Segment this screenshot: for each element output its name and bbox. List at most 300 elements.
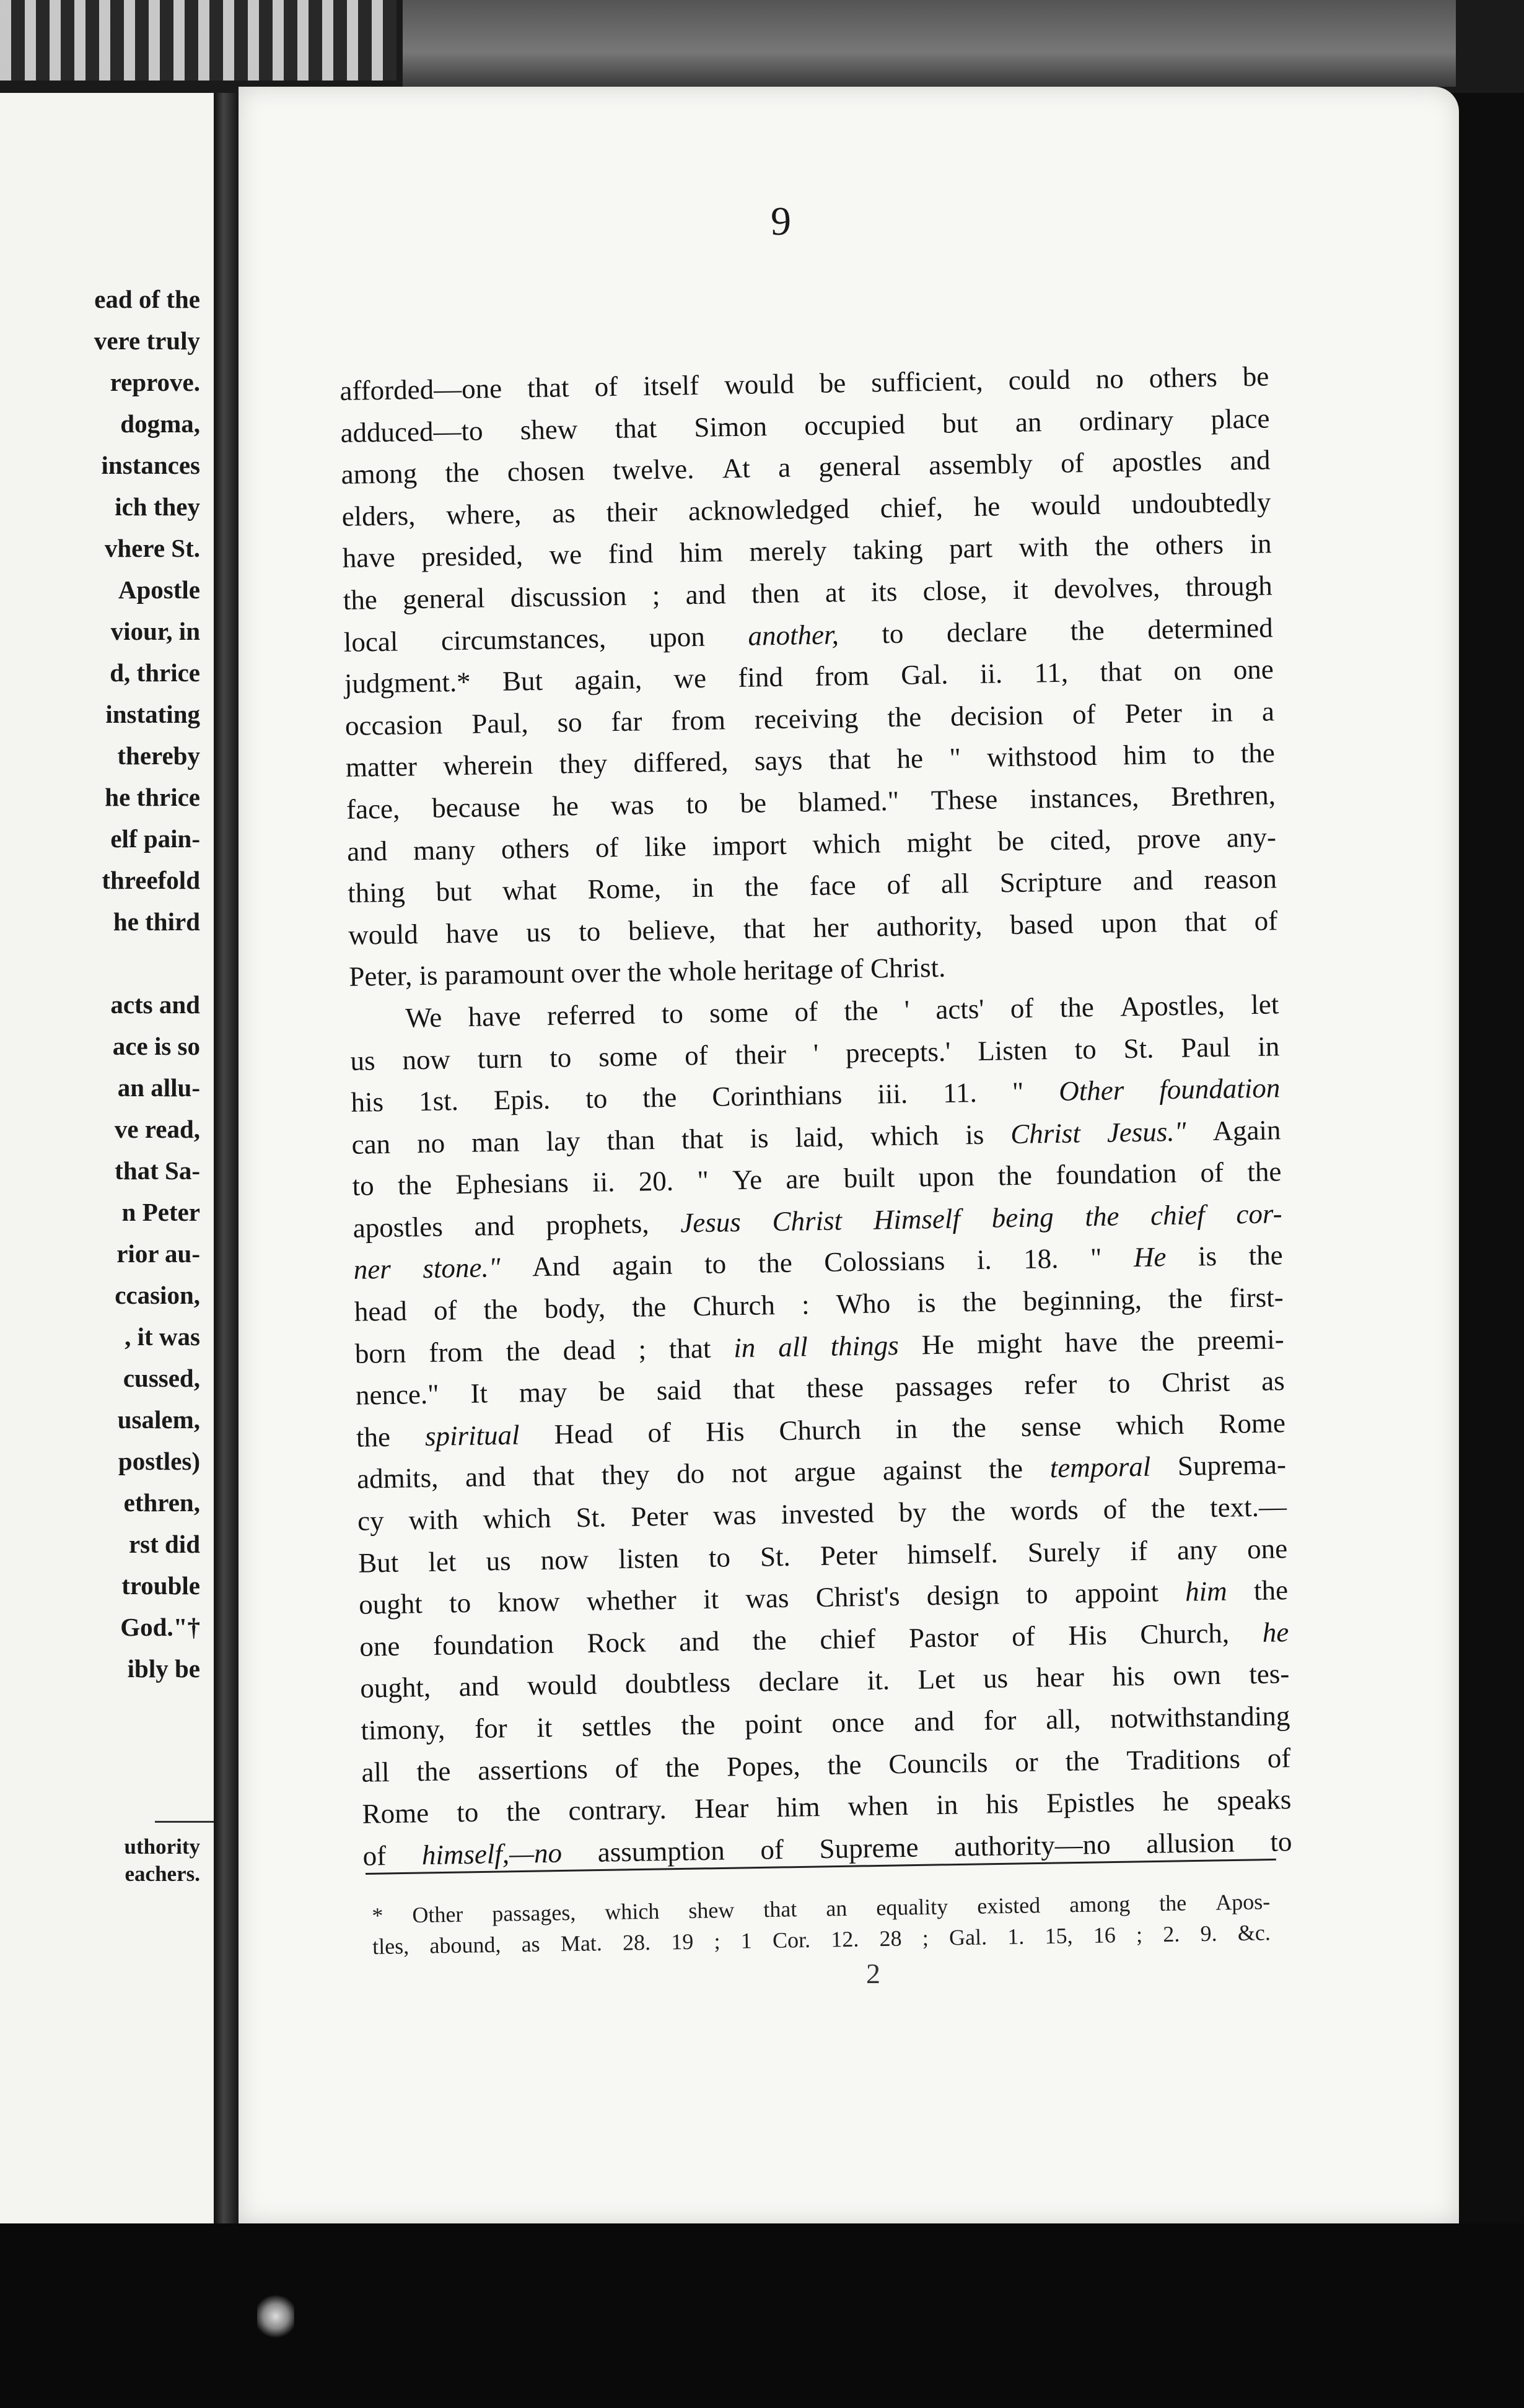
word: that xyxy=(743,912,786,944)
word: determined xyxy=(1147,611,1274,645)
word: their xyxy=(606,495,658,528)
word: Rock xyxy=(587,1626,646,1659)
left-page-line: God."† xyxy=(120,1613,200,1641)
word: thing xyxy=(347,876,406,909)
left-page-line: trouble xyxy=(121,1571,200,1600)
word: refer xyxy=(1024,1368,1077,1401)
word: the xyxy=(752,1624,787,1656)
word: receiving xyxy=(754,702,859,735)
word: passages xyxy=(895,1369,993,1403)
word: whether xyxy=(586,1584,677,1617)
word: listen xyxy=(618,1542,680,1574)
word: occasion xyxy=(344,709,443,741)
word: and xyxy=(1229,444,1271,476)
word: being xyxy=(991,1201,1054,1234)
left-page-line: rior au- xyxy=(116,1239,200,1268)
word: the xyxy=(1248,1239,1283,1272)
left-page-line: n Peter xyxy=(121,1198,200,1226)
word: again, xyxy=(574,663,642,696)
word: authority—no xyxy=(953,1828,1111,1862)
word: of xyxy=(1200,1157,1224,1189)
word: own xyxy=(1172,1659,1222,1691)
word: at xyxy=(825,577,846,608)
scan-header-bar xyxy=(403,0,1456,87)
word: to xyxy=(1193,738,1215,770)
word: His xyxy=(1067,1619,1108,1651)
word: was xyxy=(745,1582,789,1615)
word: might xyxy=(906,826,972,858)
word: Pastor xyxy=(908,1621,979,1654)
word: in xyxy=(1250,528,1272,560)
word: But xyxy=(502,665,543,697)
left-page-line: that Sa- xyxy=(115,1156,200,1185)
word: Supreme xyxy=(819,1831,919,1864)
word: to xyxy=(585,1083,608,1114)
word: " xyxy=(697,1165,709,1197)
word: shew xyxy=(688,1897,735,1923)
word: itself xyxy=(642,369,699,402)
word: to xyxy=(881,617,904,649)
word: 11. xyxy=(942,1077,978,1109)
word: in xyxy=(733,1332,756,1363)
book-gutter xyxy=(214,93,239,2223)
word: and xyxy=(458,1670,500,1703)
word: said xyxy=(656,1374,702,1407)
left-page-line: Apostle xyxy=(118,575,200,604)
word: on xyxy=(1173,655,1202,687)
left-page-line: vhere St. xyxy=(104,534,200,562)
word: us xyxy=(486,1545,511,1577)
word: the xyxy=(887,701,922,733)
word: Christ xyxy=(1010,1117,1081,1149)
word: one xyxy=(1246,1532,1288,1564)
word: Epistles xyxy=(1046,1786,1135,1819)
word: we xyxy=(549,539,582,571)
word: paramount xyxy=(444,958,571,991)
word: the xyxy=(1168,1283,1203,1315)
word: that xyxy=(527,372,569,404)
word: which xyxy=(1115,1408,1185,1441)
word: existed xyxy=(976,1893,1041,1919)
word: to xyxy=(686,788,709,820)
scan-bottom-edge xyxy=(0,2223,1524,2408)
word: blamed." xyxy=(798,785,900,818)
word: ner xyxy=(353,1254,392,1286)
word: believe, xyxy=(628,914,716,946)
word: undoubtedly xyxy=(1131,486,1271,520)
word: laid, xyxy=(795,1121,844,1153)
word: his xyxy=(986,1788,1019,1820)
word: of xyxy=(1011,1620,1035,1652)
word: through xyxy=(1185,570,1273,603)
word: ought xyxy=(358,1588,423,1620)
word: Rome xyxy=(362,1797,429,1830)
word: in xyxy=(1257,1030,1280,1062)
word: apostles xyxy=(1111,445,1202,478)
word: now xyxy=(402,1043,451,1076)
word: the xyxy=(1085,1200,1119,1232)
word: some xyxy=(709,997,769,1029)
word: now xyxy=(540,1543,589,1576)
word: Colossians xyxy=(823,1245,945,1278)
word: the xyxy=(827,1748,862,1781)
word: these xyxy=(806,1372,864,1404)
word: and xyxy=(685,578,727,611)
word: Cor. xyxy=(772,1927,811,1953)
word: ' xyxy=(904,994,910,1026)
word: by xyxy=(898,1496,927,1529)
word: adduced—to xyxy=(340,414,483,448)
word: the xyxy=(343,584,378,616)
word: us xyxy=(983,1662,1009,1695)
word: Who xyxy=(836,1288,891,1320)
word: cited, xyxy=(1049,824,1112,856)
left-page-line: thereby xyxy=(117,741,200,770)
word: Paul xyxy=(1180,1031,1231,1063)
word: 19 xyxy=(671,1929,694,1955)
word: of xyxy=(760,1833,784,1865)
word: Peter, xyxy=(348,960,419,993)
word: the xyxy=(631,1291,667,1323)
left-page-note-line: eachers. xyxy=(125,1862,200,1886)
word: ; xyxy=(714,1929,720,1954)
word: hear xyxy=(1036,1661,1085,1694)
word: import xyxy=(712,829,787,862)
word: of xyxy=(1267,1742,1291,1774)
word: the xyxy=(1065,1745,1100,1777)
word: he xyxy=(973,491,1001,522)
word: which xyxy=(605,1898,660,1925)
word: what xyxy=(502,874,557,907)
word: would xyxy=(1030,489,1101,521)
word: of xyxy=(647,1416,672,1449)
word: general xyxy=(818,450,901,483)
word: the xyxy=(844,995,878,1027)
word: the xyxy=(1140,1325,1175,1357)
word: ; xyxy=(1136,1922,1143,1947)
word: contrary. xyxy=(568,1794,667,1826)
word: let xyxy=(1250,988,1279,1020)
word: ; xyxy=(638,1333,647,1365)
word: 15, xyxy=(1044,1923,1073,1948)
word: discussion xyxy=(510,580,627,613)
word: and xyxy=(474,1210,515,1242)
word: Again xyxy=(1212,1114,1281,1146)
left-page-line: ace is so xyxy=(112,1032,200,1060)
word: Suprema- xyxy=(1177,1449,1287,1482)
word: can xyxy=(351,1128,391,1160)
word: argue xyxy=(794,1455,856,1488)
word: as xyxy=(551,497,576,529)
word: shew xyxy=(520,413,578,446)
word: is xyxy=(1198,1241,1217,1272)
word: him xyxy=(776,1791,820,1823)
word: him xyxy=(1185,1575,1228,1608)
word: occupied xyxy=(804,408,906,441)
word: they xyxy=(601,1459,650,1491)
word: be xyxy=(1242,360,1269,393)
word: it xyxy=(536,1711,553,1743)
word: all xyxy=(940,868,970,899)
word: that xyxy=(681,1123,724,1155)
word: that xyxy=(615,412,657,444)
word: all xyxy=(361,1756,390,1788)
word: built xyxy=(843,1162,895,1194)
word: beginning, xyxy=(1023,1283,1142,1317)
word: find xyxy=(738,661,784,694)
word: an xyxy=(825,1895,847,1921)
word: one xyxy=(359,1630,400,1662)
word: Traditions xyxy=(1126,1743,1241,1776)
word: him xyxy=(679,536,724,569)
word: Popes, xyxy=(726,1750,801,1782)
word: notwithstanding xyxy=(1110,1700,1290,1734)
word: but xyxy=(942,407,978,439)
word: let xyxy=(427,1545,457,1577)
word: And xyxy=(532,1250,580,1283)
word: all xyxy=(777,1330,808,1363)
word: not xyxy=(731,1457,768,1489)
word: body, xyxy=(544,1292,606,1325)
word: instances, xyxy=(1029,781,1139,814)
left-page-line: he thrice xyxy=(105,783,200,811)
word: among xyxy=(341,458,418,491)
left-page-line: ead of the xyxy=(94,285,200,313)
word: whole xyxy=(668,955,744,988)
word: differed, xyxy=(633,746,729,779)
word: Let xyxy=(917,1664,955,1696)
word: find xyxy=(608,538,654,570)
word: ' xyxy=(813,1037,819,1069)
word: allusion xyxy=(1145,1826,1235,1859)
word: to xyxy=(456,1796,479,1828)
word: matter xyxy=(345,751,418,783)
word: lay xyxy=(546,1125,580,1157)
word: presided, xyxy=(421,539,523,573)
word: declare xyxy=(946,616,1028,648)
word: apostles xyxy=(353,1211,444,1244)
word: an xyxy=(1015,406,1042,438)
word: 9. xyxy=(1200,1921,1217,1946)
left-page-line: threefold xyxy=(102,866,200,894)
word: point xyxy=(744,1708,803,1740)
word: the xyxy=(356,1421,391,1453)
word: assertions xyxy=(477,1753,589,1786)
word: At xyxy=(722,452,751,484)
film-edge xyxy=(0,0,396,81)
word: Church xyxy=(693,1289,776,1322)
word: Listen xyxy=(977,1034,1048,1067)
word: to xyxy=(1270,1825,1292,1857)
word: spiritual xyxy=(424,1419,520,1452)
word: of xyxy=(1060,447,1085,479)
word: afforded—one xyxy=(339,372,502,406)
word: the xyxy=(681,1709,716,1741)
word: general xyxy=(402,582,485,615)
word: heritage xyxy=(743,953,841,987)
word: ii. xyxy=(979,658,1003,689)
word: " xyxy=(948,742,961,774)
word: in xyxy=(935,1789,958,1821)
word: Apostles, xyxy=(1119,989,1225,1023)
word: others xyxy=(1149,361,1218,394)
word: to xyxy=(708,1541,731,1573)
word: as xyxy=(521,1931,540,1957)
word: head xyxy=(354,1295,408,1327)
word: tes- xyxy=(1248,1658,1290,1690)
word: says xyxy=(754,744,803,777)
left-page-line: postles) xyxy=(118,1447,200,1475)
word: was xyxy=(712,1499,757,1531)
word: be xyxy=(740,787,767,819)
word: Hear xyxy=(694,1792,749,1825)
word: abound, xyxy=(429,1932,501,1958)
word: part xyxy=(948,532,993,564)
word: as xyxy=(1261,1365,1285,1397)
word: 28. xyxy=(622,1929,651,1955)
word: of xyxy=(1103,1493,1127,1525)
left-page-line: instating xyxy=(105,700,200,728)
word: These xyxy=(931,783,998,816)
word: he xyxy=(1162,1785,1189,1817)
word: 20. xyxy=(638,1165,674,1197)
word: withstood xyxy=(986,740,1098,774)
word: to xyxy=(1026,1578,1048,1610)
word: would xyxy=(527,1669,597,1701)
word: Peter xyxy=(1124,697,1183,729)
word: 18. xyxy=(1023,1243,1059,1275)
word: Paul, xyxy=(471,707,529,739)
word: text.— xyxy=(1209,1491,1287,1524)
word: have xyxy=(342,542,396,574)
word: because xyxy=(431,791,520,824)
word: turn xyxy=(477,1042,523,1075)
word: the xyxy=(1094,530,1129,562)
word: admits, xyxy=(356,1462,439,1495)
word: all, xyxy=(1045,1703,1081,1735)
left-page-line: d, thrice xyxy=(110,658,200,687)
word: have xyxy=(1064,1326,1118,1358)
left-page-line: instances xyxy=(101,451,200,479)
left-page-line: usalem, xyxy=(117,1405,200,1434)
word: the xyxy=(445,456,480,489)
word: invested xyxy=(781,1497,875,1530)
word: the xyxy=(1253,1574,1289,1607)
word: St. xyxy=(760,1540,791,1573)
word: of xyxy=(839,953,871,985)
word: 12. xyxy=(831,1926,859,1952)
word: assembly xyxy=(928,448,1033,481)
word: close, xyxy=(922,574,988,607)
word: Rome xyxy=(1218,1407,1286,1439)
word: any xyxy=(1176,1533,1218,1566)
word: place xyxy=(1211,403,1270,435)
word: do xyxy=(676,1458,705,1490)
word: of xyxy=(1254,905,1278,936)
word: which xyxy=(870,1119,939,1152)
word: the xyxy=(506,1795,541,1828)
word: is xyxy=(965,1119,984,1150)
word: he xyxy=(552,790,579,822)
word: that xyxy=(828,743,871,776)
word: that xyxy=(668,1332,711,1364)
word: if xyxy=(1129,1535,1148,1566)
word: chief xyxy=(820,1623,876,1655)
word: the xyxy=(952,1411,987,1444)
word: of xyxy=(1010,992,1034,1024)
word: of xyxy=(887,868,911,901)
word: Himself xyxy=(873,1203,961,1236)
word: sense xyxy=(1020,1410,1082,1442)
word: iii. xyxy=(877,1078,908,1110)
word: nence." xyxy=(355,1378,439,1411)
word: he xyxy=(896,743,924,775)
word: us xyxy=(350,1044,375,1076)
word: but xyxy=(436,875,472,907)
word: Rome, xyxy=(587,873,662,905)
word: Christ xyxy=(772,1205,843,1237)
word: we xyxy=(673,662,707,694)
word: is xyxy=(750,1122,769,1154)
word: ii. xyxy=(592,1166,615,1198)
word: 1st. xyxy=(418,1085,459,1117)
word: chief, xyxy=(880,491,944,524)
word: ; xyxy=(652,579,660,611)
word: passages, xyxy=(492,1900,576,1926)
left-page-line: he third xyxy=(113,907,200,936)
word: Brethren, xyxy=(1170,779,1276,812)
word: Christ's xyxy=(815,1581,900,1613)
word: wherein xyxy=(443,749,533,782)
word: or xyxy=(1014,1746,1039,1778)
word: be xyxy=(598,1376,626,1407)
word: the xyxy=(1070,614,1105,647)
word: so xyxy=(557,706,582,738)
word: local xyxy=(343,626,398,658)
word: have xyxy=(468,1000,522,1032)
word: Christ xyxy=(1161,1366,1230,1398)
word: He xyxy=(1133,1241,1167,1273)
word: Peter xyxy=(820,1539,878,1571)
word: words xyxy=(1010,1494,1079,1527)
word: any- xyxy=(1226,821,1277,853)
word: acknowledged xyxy=(688,492,850,526)
word: of xyxy=(615,1752,639,1784)
word: preemi- xyxy=(1197,1323,1284,1356)
scan-smudge xyxy=(257,2292,294,2341)
left-page-line: , it was xyxy=(125,1322,200,1351)
word: appoint xyxy=(1074,1576,1159,1609)
word: and xyxy=(913,1705,955,1737)
word: * xyxy=(372,1903,383,1928)
word: St. xyxy=(1123,1032,1154,1064)
word: that xyxy=(532,1460,575,1492)
left-page-line: ich they xyxy=(115,492,200,521)
word: from xyxy=(671,704,726,736)
word: with xyxy=(1018,531,1069,564)
word: their xyxy=(735,1038,787,1070)
left-page-line: cussed, xyxy=(123,1364,200,1392)
word: is xyxy=(419,959,445,992)
word: to xyxy=(352,1170,375,1202)
word: acts' xyxy=(935,993,984,1025)
left-page-line: ccasion, xyxy=(115,1281,200,1309)
word: her xyxy=(812,911,849,943)
word: referred xyxy=(546,998,636,1031)
word: foundation xyxy=(432,1628,554,1661)
word: chief xyxy=(1150,1199,1206,1231)
word: Jesus." xyxy=(1106,1115,1186,1148)
